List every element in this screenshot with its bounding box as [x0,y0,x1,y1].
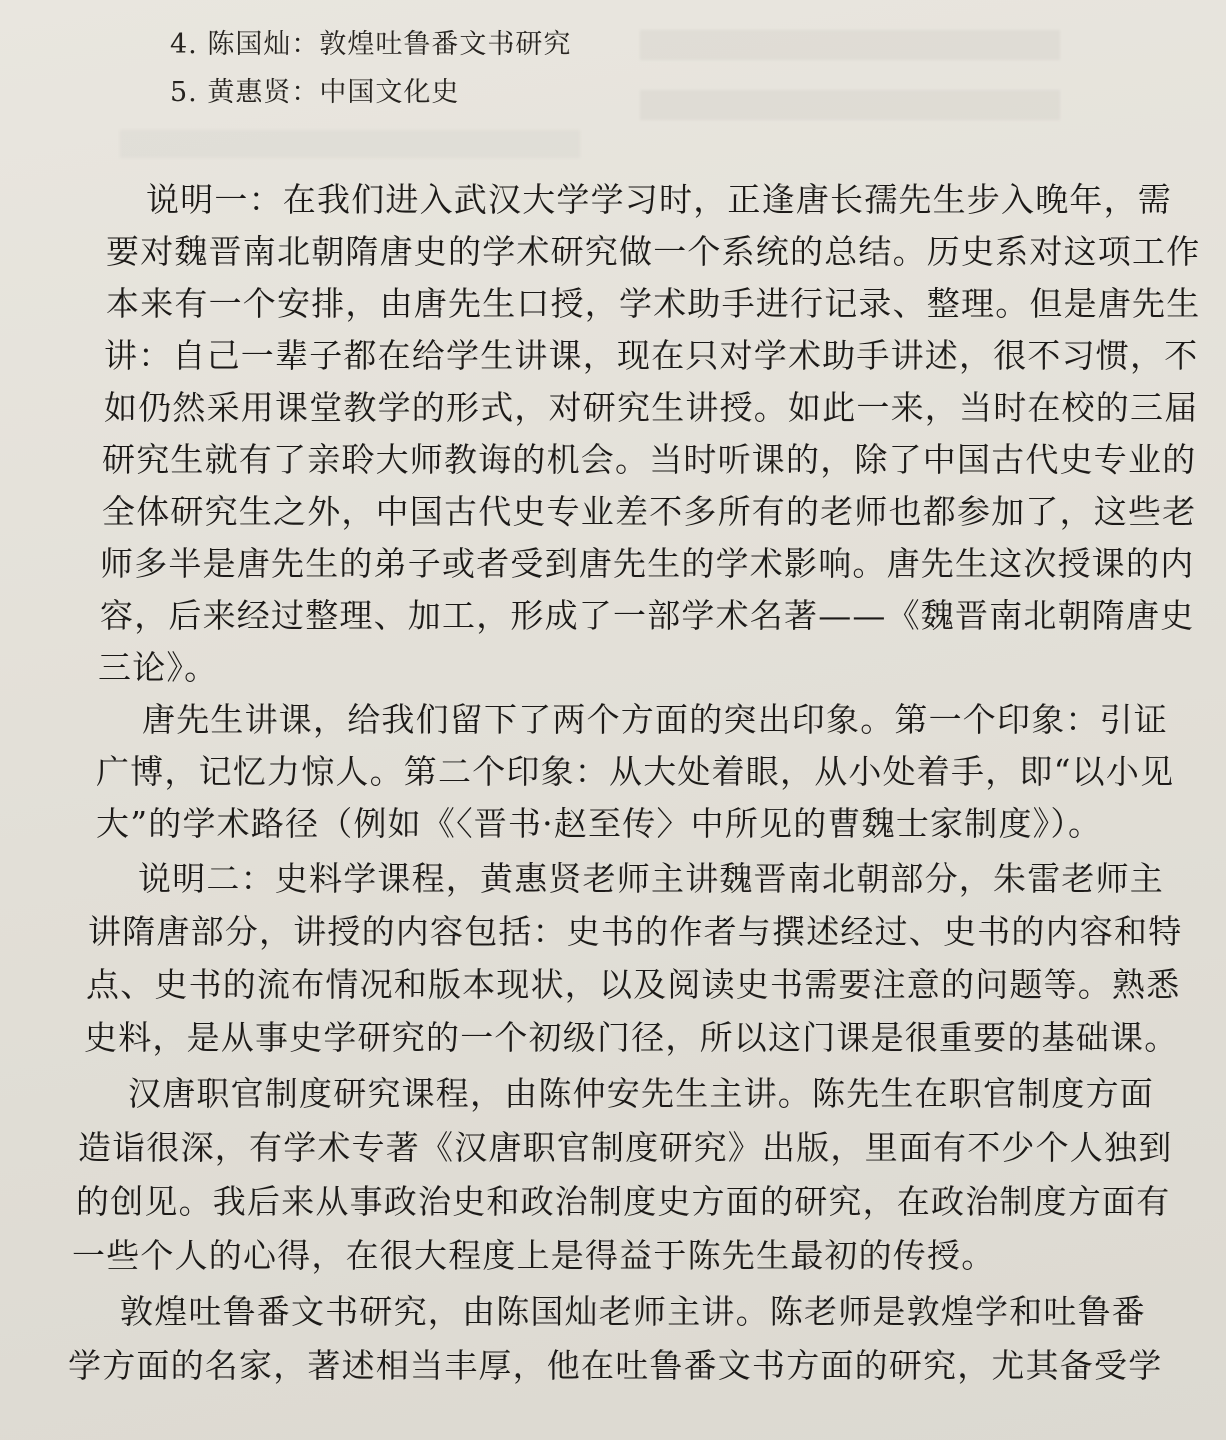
text-line: 唐先生讲课，给我们留下了两个方面的突出印象。第一个印象：引证 [142,700,1168,739]
show-through-shading [120,130,580,158]
text-line: 全体研究生之外，中国古代史专业差不多所有的老师也都参加了，这些老 [102,492,1197,531]
text-line: 大”的学术路径（例如《〈晋书·赵至传〉中所见的曹魏士家制度》）。 [96,804,1103,843]
text-line: 学方面的名家，著述相当丰厚，他在吐鲁番文书方面的研究，尤其备受学 [68,1346,1163,1385]
text-line: 汉唐职官制度研究课程，由陈仲安先生主讲。陈先生在职官制度方面 [128,1074,1154,1113]
text-line: 容，后来经过整理、加工，形成了一部学术名著——《魏晋南北朝隋唐史 [100,596,1195,635]
text-line: 研究生就有了亲聆大师教诲的机会。当时听课的，除了中国古代史专业的 [102,440,1197,479]
list-item-chen-guocan: 4. 陈国灿：敦煌吐鲁番文书研究 [170,29,572,60]
text-line: 敦煌吐鲁番文书研究，由陈国灿老师主讲。陈老师是敦煌学和吐鲁番 [120,1292,1146,1331]
text-line: 一些个人的心得，在很大程度上是得益于陈先生最初的传授。 [72,1236,996,1275]
text-line: 师多半是唐先生的弟子或者受到唐先生的学术影响。唐先生这次授课的内 [100,544,1195,583]
show-through-shading [640,90,1060,120]
list-item-huang-huixian: 5. 黄惠贤：中国文化史 [170,77,460,108]
text-line: 点、史书的流布情况和版本现状，以及阅读史书需要注意的问题等。熟悉 [86,965,1181,1004]
text-line: 说明一：在我们进入武汉大学学习时，正逢唐长孺先生步入晚年，需 [146,180,1172,219]
text-line: 史料，是从事史学研究的一个初级门径，所以这门课是很重要的基础课。 [84,1018,1179,1057]
text-line: 讲隋唐部分，讲授的内容包括：史书的作者与撰述经过、史书的内容和特 [88,912,1183,951]
text-line: 三论》。 [98,648,219,687]
text-line: 本来有一个安排，由唐先生口授，学术助手进行记录、整理。但是唐先生 [106,284,1201,323]
text-line: 说明二：史料学课程，黄惠贤老师主讲魏晋南北朝部分，朱雷老师主 [138,859,1164,898]
text-line: 的创见。我后来从事政治史和政治制度史方面的研究，在政治制度方面有 [76,1182,1171,1221]
show-through-shading [640,30,1060,60]
text-line: 要对魏晋南北朝隋唐史的学术研究做一个系统的总结。历史系对这项工作 [106,232,1201,271]
text-line: 广博，记忆力惊人。第二个印象：从大处着眼，从小处着手，即“以小见 [96,752,1175,791]
text-line: 造诣很深，有学术专著《汉唐职官制度研究》出版，里面有不少个人独到 [78,1128,1173,1167]
text-line: 如仍然采用课堂教学的形式，对研究生讲授。如此一来，当时在校的三届 [104,388,1199,427]
text-line: 讲：自己一辈子都在给学生讲课，现在只对学术助手讲述，很不习惯，不 [104,336,1199,375]
